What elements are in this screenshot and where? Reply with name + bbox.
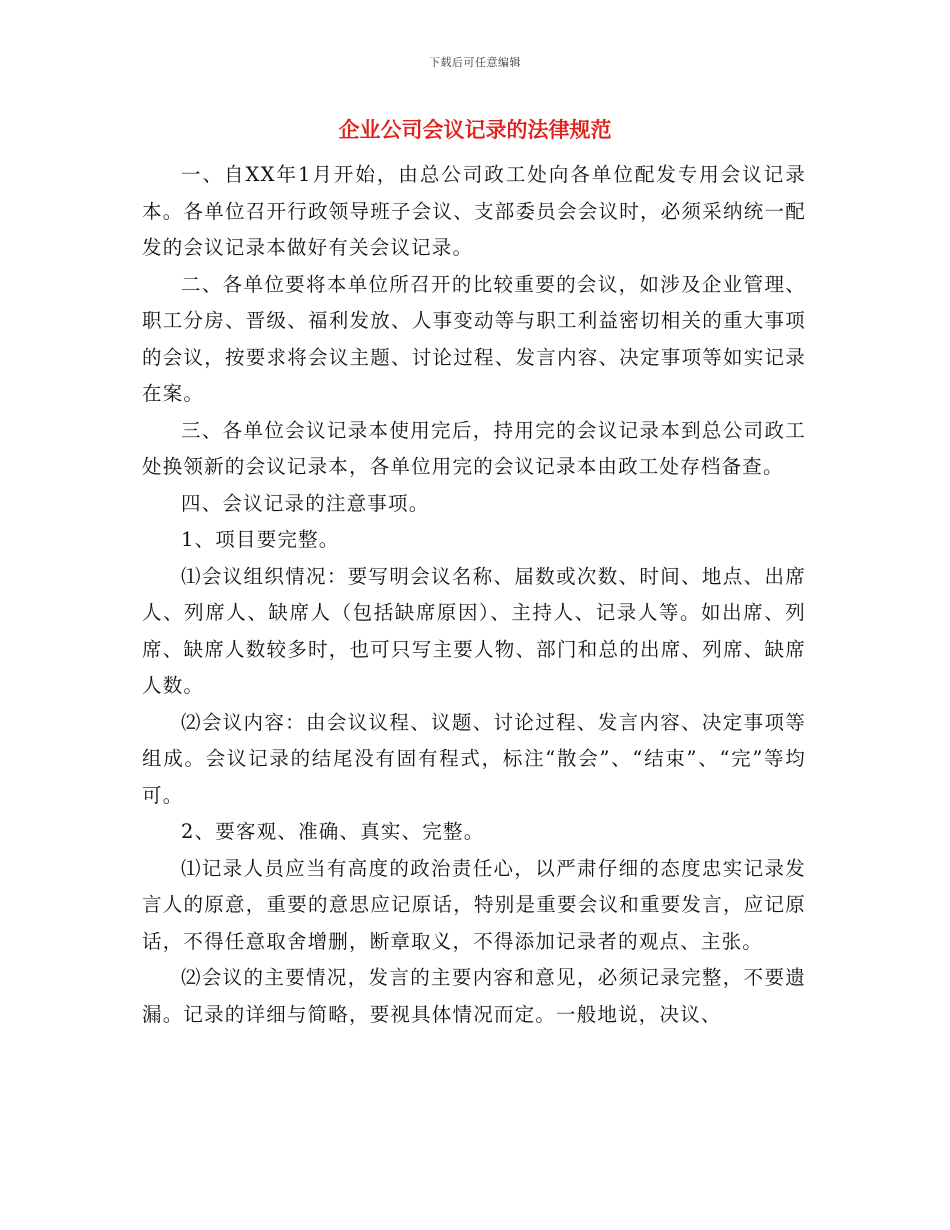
paragraph: ⑴会议组织情况：要写明会议名称、届数或次数、时间、地点、出席人、列席人、缺席人（包括缺席原因）、主持人、记录人等。如出席、列席、缺席人数较多时，也可只写主要人物、部门和总的出席、列席、缺席人数。 [142,564,806,697]
paragraph: 1、项目要完整。 [181,528,340,551]
paragraph: ⑵会议内容：由会议议程、议题、讨论过程、发言内容、决定事项等组成。会议记录的结尾没有固有程式，标注“散会”、“结束”、“完”等均可。 [142,710,806,807]
paragraph: 一、自XX年1月开始，由总公司政工处向各单位配发专用会议记录本。各单位召开行政领导班子会议、支部委员会会议时，必须采纳统一配发的会议记录本做好有关会议记录。 [142,163,806,259]
paragraph: 2、要客观、准确、真实、完整。 [181,820,485,843]
document-body [142,157,806,1033]
header-note: 下载后可任意编辑 [429,56,521,69]
paragraph: ⑴记录人员应当有高度的政治责任心，以严肃仔细的态度忠实记录发言人的原意，重要的意思应记原话，特别是重要会议和重要发言，应记原话，不得任意取舍增删，断章取义，不得添加记录者的观点、主张。 [142,856,806,953]
paragraph: 四、会议记录的注意事项。 [181,491,430,515]
document-title: 企业公司会议记录的法律规范 [338,118,612,142]
paragraph: 二、各单位要将本单位所召开的比较重要的会议，如涉及企业管理、职工分房、晋级、福利发放、人事变动等与职工利益密切相关的重大事项的会议，按要求将会议主题、讨论过程、发言内容、决定事项等如实记录在案。 [142,272,806,405]
paragraph: 三、各单位会议记录本使用完后，持用完的会议记录本到总公司政工处换领新的会议记录本，各单位用完的会议记录本由政工处存档备查。 [142,418,806,478]
paragraph: ⑵会议的主要情况，发言的主要内容和意见，必须记录完整，不要遗漏。记录的详细与简略，要视具体情况而定。一般地说，决议、 [142,966,806,1026]
